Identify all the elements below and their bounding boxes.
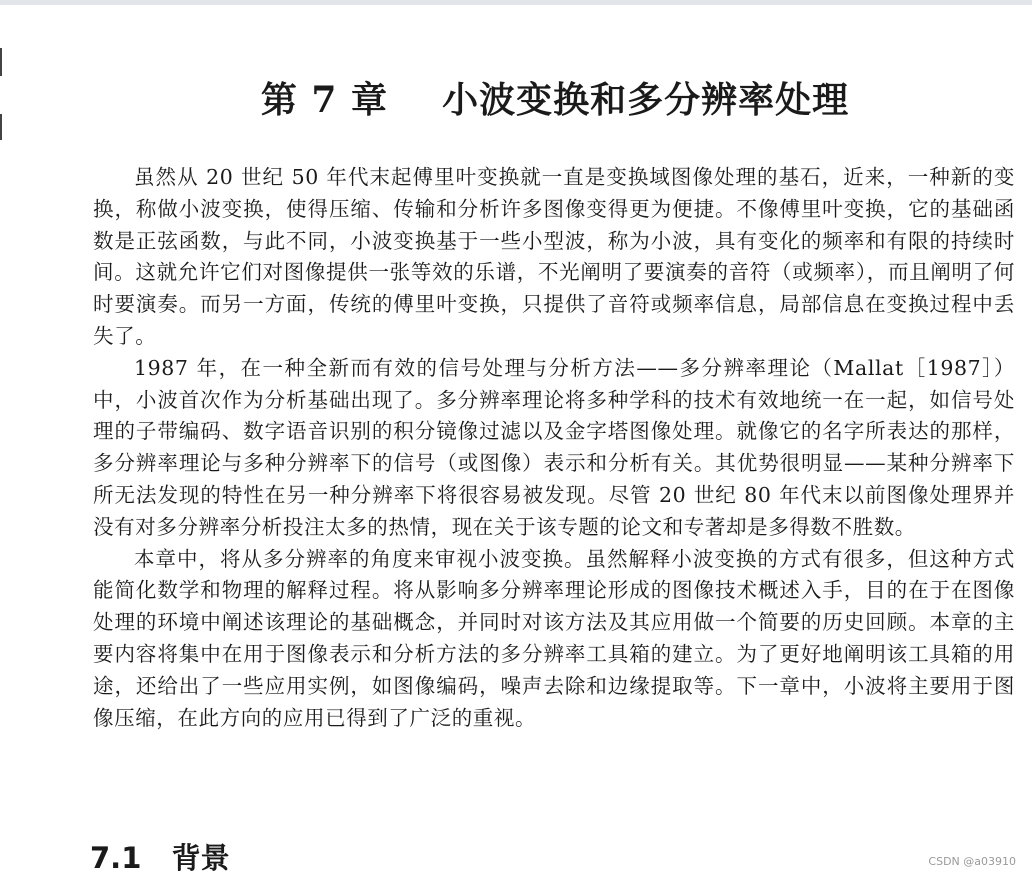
section-heading: 7.1 背景 (90, 841, 230, 875)
paragraph-intro: 虽然从 20 世纪 50 年代末起傅里叶变换就一直是变换域图像处理的基石，近来，一种新的变换，称做小波变换，使得压缩、传输和分析许多图像变得更为便捷。不像傅里叶变换，它的基础函数是正弦函数，与此不同，小波变换基于一些小型波，称为小波，具有变化的频率和有限的持续时间。这就允许它们对图像提供一张等效的乐谱，不光阐明了要演奏的音符（或频率），而且阐明了何时要演奏。而另一方面，传统的傅里叶变换，只提供了音符或频率信息，局部信息在变换过程中丢失了。 (93, 165, 1015, 348)
paragraph-chapter-overview: 本章中，将从多分辨率的角度来审视小波变换。虽然解释小波变换的方式有很多，但这种方式能简化数学和物理的解释过程。将从影响多分辨率理论形成的图像技术概述入手，目的在于在图像处理的环境中阐述该理论的基础概念，并同时对该方法及其应用做一个简要的历史回顾。本章的主要内容将集中在用于图像表示和分析方法的多分辨率工具箱的建立。为了更好地阐明该工具箱的用途，还给出了一些应用实例，如图像编码，噪声去除和边缘提取等。下一章中，小波将主要用于图像压缩，在此方向的应用已得到了广泛的重视。 (93, 546, 1015, 730)
chapter-title: 第 7 章 小波变换和多分辨率处理 (260, 79, 850, 122)
watermark: CSDN @a03910 (928, 855, 1016, 868)
paragraph-multiresolution: 1987 年，在一种全新而有效的信号处理与分析方法——多分辨率理论（Mallat［1987］）中，小波首次作为分析基础出现了。多分辨率理论将多种学科的技术有效地统一在一起，如信号处理的子带编码、数字语音识别的积分镜像过滤以及金字塔图像处理。就像它的名字所表达的那样，多分辨率理论与多种分辨率下的信号（或图像）表示和分析有关。其优势很明显——某种分辨率下所无法发现的特性在另一种分辨率下将很容易被发现。尽管 20 世纪 80 年代末以前图像处理界并没有对多分辨率分析投注太多的热情，现在关于该专题的论文和专著却是多得数不胜数。 (93, 355, 1015, 539)
body-text (93, 162, 1015, 734)
